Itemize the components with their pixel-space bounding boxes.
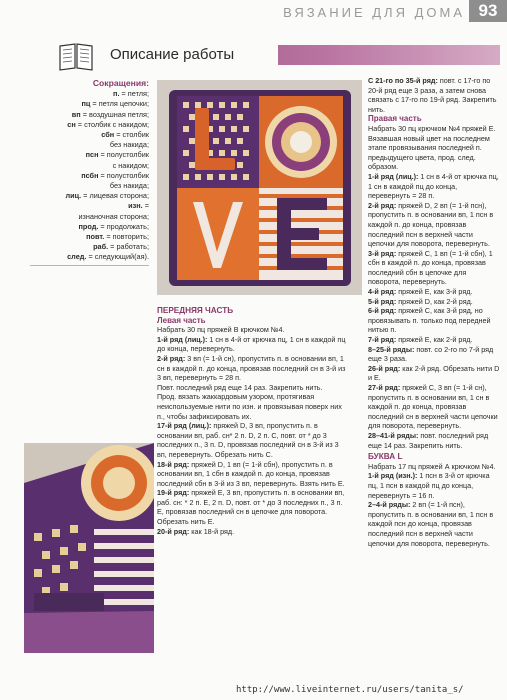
paragraph: Набрать 30 пц пряжей В крючком №4. (157, 325, 285, 335)
abbreviations-heading: Сокращения: (92, 78, 149, 88)
abbreviation-line: вп = воздушная петля; (71, 109, 149, 119)
row-instruction: 8–25-й ряды: повт. со 2-го по 7-й ряд еще 3 раза. (368, 344, 494, 364)
row-instruction: 20-й ряд: как 18-й ряд. (157, 526, 235, 536)
abbreviation-line: с накидом; (112, 160, 149, 170)
row-instruction: 2–4-й ряды: 2 вп (= 1-й псн), пропустить п. в основании вп, 1 псн в каждой псн до конца, провязав последний псн в верхней части цепочки для поворота, перевернуть. (368, 500, 494, 548)
paragraph: Прод. вязать жаккардовым узором, протягивая неиспользуемые нити по изн. и провязывая поверх них п., чтобы зафиксировать их. (157, 392, 342, 421)
abbreviation-line: сн = столбик с накидом; (67, 119, 149, 129)
row-instruction: 3-й ряд: пряжей С, 1 вп (= 1-й сбн), 1 сбн в каждой п. до конца, провязав последний сбн в цепочке для поворота, перевернуть. (368, 248, 493, 287)
row-instruction: С 21-го по 35-й ряд: повт. с 17-го по 20-й ряд еще 3 раза, а затем снова связать с 17-го по 19-й ряд. Закрепить нить. (368, 76, 497, 114)
page-header (0, 0, 507, 24)
row-instruction: 5-й ряд: пряжей D, как 2-й ряд. (368, 296, 473, 306)
magazine-section-title: ВЯЗАНИЕ ДЛЯ ДОМА (283, 5, 465, 20)
row-instruction: 27-й ряд: пряжей С, 3 вп (= 1-й сн), пропустить п. в основании вп, 1 сн в каждой п. до конца, провязав последний сн в верхней части цепочки для поворота, перевернуть. (368, 383, 498, 431)
row-instruction: 26-й ряд: как 2-й ряд. Обрезать нити D и E. (368, 363, 500, 383)
row-instruction: 19-й ряд: пряжей Е, 3 вп, пропустить п. в основании вп, раб. сн: * 2 п. Е, 2 п. D, повт. от * до 3 последних п., 3 п. Е, провязав последний сн в цепочке для поворота. Обрезать нить Е. (157, 488, 345, 527)
source-url: http://www.liveinternet.ru/users/tanita_s/ (236, 685, 464, 695)
abbreviation-line: пц = петля цепочки; (81, 99, 149, 109)
section-band (100, 45, 500, 65)
row-instruction: 6-й ряд: пряжей С, как 3-й ряд, но провязывать п. только под передней нитью п. (368, 306, 491, 335)
row-instruction: 2-й ряд: пряжей D, 2 вп (= 1-й псн), пропустить п. в основании вп, 1 псн в каждой п. до конца, провязав последний псн в верхней части цепочки для поворота, перевернуть. (368, 200, 494, 249)
section-heading: ПЕРЕДНЯЯ ЧАСТЬ (157, 306, 234, 315)
row-instruction: 28–41-й ряды: повт. последний ряд еще 14 раз. Закрепить нить. (368, 430, 489, 450)
abbreviation-line: без накида; (109, 140, 149, 150)
abbreviation-line: псбн = полустолбик (81, 170, 149, 180)
abbreviation-line: повт. = повторить; (86, 232, 149, 242)
abbreviation-line: сбн = столбик (101, 130, 149, 140)
row-instruction: 1-й ряд (изн.): 1 псн в 3-й от крючка пц, 1 псн в каждой пц до конца, перевернуть = 16 п. (368, 471, 490, 500)
instructions-left-column (157, 304, 349, 536)
pillow-photo (157, 80, 362, 295)
page-number: 93 (469, 0, 507, 22)
detail-photo (24, 443, 154, 653)
abbreviation-line: прод. = продолжать; (78, 221, 149, 231)
book-icon (58, 40, 94, 72)
abbreviation-line: раб. = работать; (93, 242, 149, 252)
row-instruction: 1-й ряд (лиц.): 1 сн в 4-й от крючка пц, 1 сн в каждой пц до конца, перевернуть. (157, 334, 346, 354)
abbreviation-line: п. = петля; (113, 89, 149, 99)
paragraph: Набрать 30 пц крючком №4 пряжей Е. Вязавшая новый цвет на последнем этапе провязывания последней п. предыдущего цвета, прод. след. образом. (368, 123, 496, 172)
section-title: Описание работы (110, 46, 235, 63)
abbreviations-list (30, 89, 149, 262)
abbreviation-line: след. = следующий(ая). (67, 252, 149, 262)
abbreviations-box (30, 78, 149, 266)
row-instruction: 4-й ряд: пряжей Е, как 3-й ряд. (368, 287, 473, 297)
paragraph: Повт. последний ряд еще 14 раз. Закрепить нить. (157, 382, 323, 392)
abbreviation-line: без накида; (109, 181, 149, 191)
row-instruction: 18-й ряд: пряжей D, 1 вп (= 1-й сбн), пропустить п. в основании вп, 1 сбн в каждой п. до конца, провязав последний сбн в 3-й из 3 вп, перевернуть. Взять нить Е. (157, 459, 345, 488)
section-heading: БУКВА L (368, 452, 403, 462)
abbreviation-line: изнаночная сторона; (78, 211, 149, 221)
paragraph: Набрать 17 пц пряжей А крючком №4. (368, 461, 496, 471)
instructions-right-column (368, 76, 500, 548)
row-instruction: 2-й ряд: 3 вп (= 1-й сн), пропустить п. в основании вп, 1 сн в каждой п. до конца, провязав последний сн в 3-й из 3 вп, перевернуть = 28 п. (157, 353, 346, 383)
abbreviation-line: псн = полустолбик (85, 150, 149, 160)
row-instruction: 17-й ряд (лиц.): пряжей D, 3 вп, пропустить п. в основании вп, раб. сн* 2 п. D, 2 п. C, повт. от * до 3 последних п., 3 п. D, провязав последний сн в 3-й из 3 вп, перевернуть. Обрезать нить С. (157, 421, 339, 459)
row-instruction: 7-й ряд: пряжей Е, как 2-й ряд. (368, 335, 473, 345)
abbreviation-line: лиц. = лицевая сторона; (65, 191, 149, 201)
subsection-heading: Левая часть (157, 315, 206, 325)
abbreviation-line: изн. = (128, 201, 149, 211)
subsection-heading: Правая часть (368, 114, 422, 124)
row-instruction: 1-й ряд (лиц.): 1 сн в 4-й от крючка пц, 1 сн в каждой пц до конца, перевернуть = 28 п. (368, 171, 499, 201)
